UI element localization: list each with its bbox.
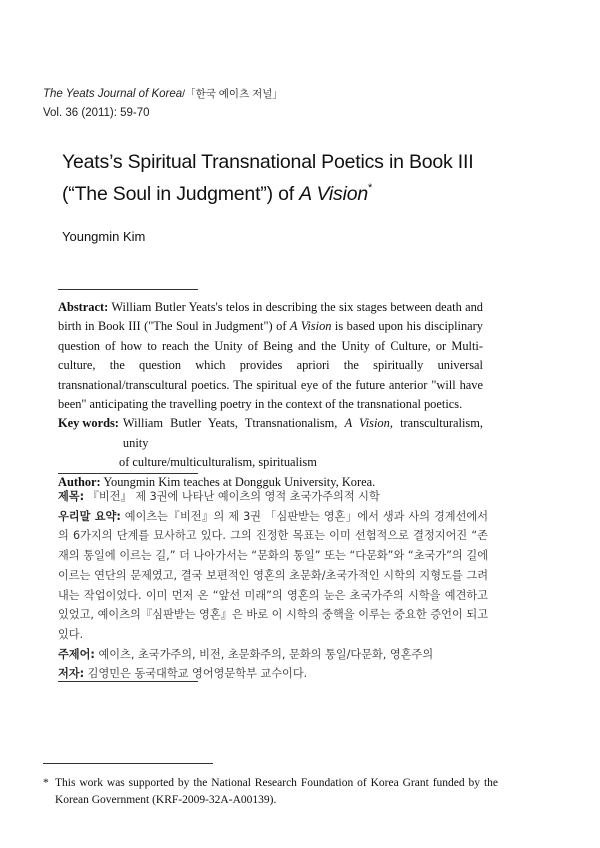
keywords-text-2: , transculturalism, unity — [122, 416, 483, 450]
korean-title-text: 『비전』 제 3권에 나타난 예이츠의 영적 초국가주의적 시학 — [87, 490, 380, 503]
abstract-italic: A Vision — [289, 319, 332, 334]
author-info-label: Author: — [58, 474, 101, 489]
journal-name — [43, 86, 283, 101]
abstract-text-1: William Butler Yeats's telos in describing the six stages between death and birth in Book III ("The Soul in Judgment") of — [58, 300, 483, 334]
korean-keywords-text: 예이츠, 초국가주의, 비전, 초문화주의, 문화의 통일/다문화, 영혼주의 — [98, 647, 434, 661]
korean-summary-text: 예이츠는『비전』의 제 3권 「심판받는 영혼」에서 생과 사의 경계선에서의 6가지의 단계를 묘사하고 있다. 그의 진정한 목표는 이미 선험적으로 결정지어진 “존재의 통일에 이르는 길,” 더 나아가서는 “문화의 통일” 또는 “다문화”와 “초국가”의 길에 이르는 연단의 문제였고, 결국 보편적인 영혼의 초문화/초국가적인 시학의 지형도를 그려내는 작업이었다. 이미 먼저 온 “앞선 미래”의 영혼의 눈은 초국가주의 시학을 예견하고 있었고, 예이츠의『심판받는 영혼』은 바로 이 시학의 중핵을 이루는 중요한 증언이 되고 있다. — [58, 509, 489, 641]
footnote-mark: * — [43, 777, 49, 789]
author-name: Youngmin Kim — [62, 229, 146, 244]
author-info-text: Youngmin Kim teaches at Dongguk University, Korea. — [103, 474, 376, 489]
korean-summary-label: 우리말 요약: — [58, 509, 121, 523]
keywords-text-1: William Butler Yeats, Ttransnationalism, — [122, 416, 345, 431]
korean-keywords-label: 주제어: — [58, 647, 95, 661]
article-title — [62, 146, 562, 210]
footnote-text: This work was supported by the National Research Foundation of Korea Grant funded by the Korean Government (KRF-2009-32A-A00139). — [55, 777, 498, 806]
journal-name-en: The Yeats Journal of Korea — [43, 88, 183, 100]
footnote — [43, 775, 498, 809]
divider-top — [58, 289, 198, 290]
keywords-row — [58, 414, 483, 453]
divider-bottom — [58, 681, 198, 682]
keywords-text — [123, 414, 483, 453]
korean-abstract — [58, 487, 488, 684]
title-footnote-mark: * — [368, 182, 373, 194]
abstract-text-2: is based upon his disciplinary question of how to reach the Unity of Being and the Unity of Culture, or Multi-culture, the question which provides apriori the spiritually universal transnational/transcultural poetics. The spiritual eye of the future anterior "will have been" anticipating the travelling poetry in the context of the transnational poetics. — [58, 319, 483, 412]
korean-summary — [58, 507, 488, 645]
volume-info: Vol. 36 (2011): 59-70 — [43, 107, 150, 119]
korean-author-text: 김영민은 동국대학교 영어영문학부 교수이다. — [87, 667, 308, 681]
title-line-2-text: (“The Soul in Judgment”) of — [62, 183, 300, 205]
abstract-label: Abstract: — [58, 300, 109, 314]
abstract-block — [58, 298, 483, 492]
footnote-rule — [43, 763, 213, 764]
journal-name-ko: /「한국 예이츠 저널」 — [182, 88, 283, 100]
korean-keywords — [58, 645, 488, 665]
abstract-paragraph — [58, 298, 483, 414]
title-italic-work: A Vision — [299, 183, 369, 205]
divider-middle — [58, 473, 198, 474]
korean-title-label: 제목: — [58, 490, 85, 503]
korean-title — [58, 487, 488, 507]
keywords-line-2: of culture/multiculturalism, spiritualism — [119, 455, 317, 470]
korean-author-label: 저자: — [58, 667, 85, 681]
title-line-1: Yeats’s Spiritual Transnational Poetics in Book III — [62, 151, 474, 173]
keywords-label: Key words: — [58, 416, 119, 431]
keywords-italic: A Vision — [344, 416, 390, 431]
title-line-2 — [62, 178, 562, 210]
